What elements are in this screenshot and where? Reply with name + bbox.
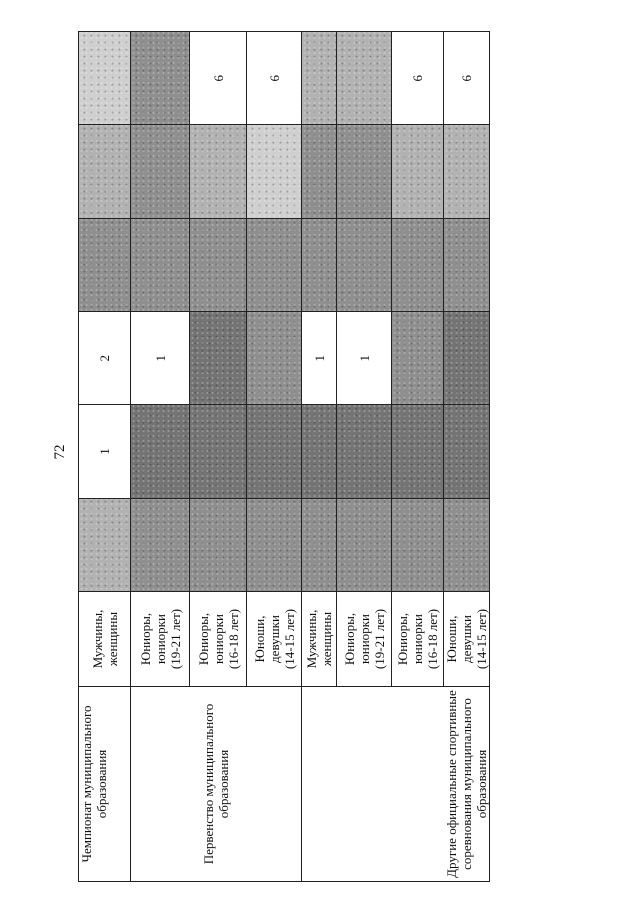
shaded-cell <box>190 218 247 311</box>
shaded-cell <box>247 405 302 498</box>
shaded-cell <box>302 32 337 125</box>
shaded-cell <box>302 405 337 498</box>
shaded-cell <box>190 498 247 591</box>
category-cell: Юноши, девушки (14-15 лет) <box>247 592 302 687</box>
event-cell: Другие официальные спортивные соревнования муниципального образования <box>302 687 490 882</box>
value-cell: 2 <box>79 312 131 405</box>
shaded-cell <box>392 405 444 498</box>
value-cell: 1 <box>337 312 392 405</box>
value-cell: 6 <box>190 32 247 125</box>
shaded-cell <box>247 125 302 218</box>
shaded-cell <box>79 498 131 591</box>
value-cell: 1 <box>131 312 190 405</box>
shaded-cell <box>79 32 131 125</box>
shaded-cell <box>337 218 392 311</box>
shaded-cell <box>337 125 392 218</box>
shaded-cell <box>444 125 490 218</box>
value-cell: 6 <box>392 32 444 125</box>
category-cell: Юниоры, юниорки (16-18 лет) <box>392 592 444 687</box>
value-cell: 6 <box>444 32 490 125</box>
shaded-cell <box>392 498 444 591</box>
value-cell: 1 <box>302 312 337 405</box>
category-cell: Мужчины, женщины <box>79 592 131 687</box>
shaded-cell <box>444 312 490 405</box>
event-cell: Первенство муниципального образования <box>131 687 302 882</box>
table-row <box>131 32 190 882</box>
shaded-cell <box>302 498 337 591</box>
shaded-cell <box>337 405 392 498</box>
value-cell: 1 <box>79 405 131 498</box>
shaded-cell <box>131 498 190 591</box>
category-cell: Мужчины, женщины <box>302 592 337 687</box>
shaded-cell <box>444 218 490 311</box>
shaded-cell <box>337 32 392 125</box>
category-cell: Юноши, девушки (14-15 лет) <box>444 592 490 687</box>
table-row <box>79 32 131 882</box>
category-cell: Юниоры, юниорки (19-21 лет) <box>131 592 190 687</box>
sports-ranking-table <box>78 31 490 882</box>
table-row <box>302 32 337 882</box>
shaded-cell <box>392 312 444 405</box>
shaded-cell <box>247 498 302 591</box>
shaded-cell <box>392 218 444 311</box>
category-cell: Юниоры, юниорки (19-21 лет) <box>337 592 392 687</box>
shaded-cell <box>190 312 247 405</box>
shaded-cell <box>247 312 302 405</box>
shaded-cell <box>392 125 444 218</box>
shaded-cell <box>444 405 490 498</box>
shaded-cell <box>131 218 190 311</box>
shaded-cell <box>79 125 131 218</box>
page-number: 72 <box>52 444 68 460</box>
shaded-cell <box>337 498 392 591</box>
rotated-table-container <box>78 32 488 882</box>
shaded-cell <box>79 218 131 311</box>
shaded-cell <box>302 218 337 311</box>
shaded-cell <box>190 405 247 498</box>
shaded-cell <box>190 125 247 218</box>
shaded-cell <box>131 405 190 498</box>
shaded-cell <box>131 125 190 218</box>
category-cell: Юниоры, юниорки (16-18 лет) <box>190 592 247 687</box>
value-cell: 6 <box>247 32 302 125</box>
shaded-cell <box>131 32 190 125</box>
shaded-cell <box>302 125 337 218</box>
shaded-cell <box>247 218 302 311</box>
shaded-cell <box>444 498 490 591</box>
event-cell: Чемпионат муниципального образования <box>79 687 131 882</box>
